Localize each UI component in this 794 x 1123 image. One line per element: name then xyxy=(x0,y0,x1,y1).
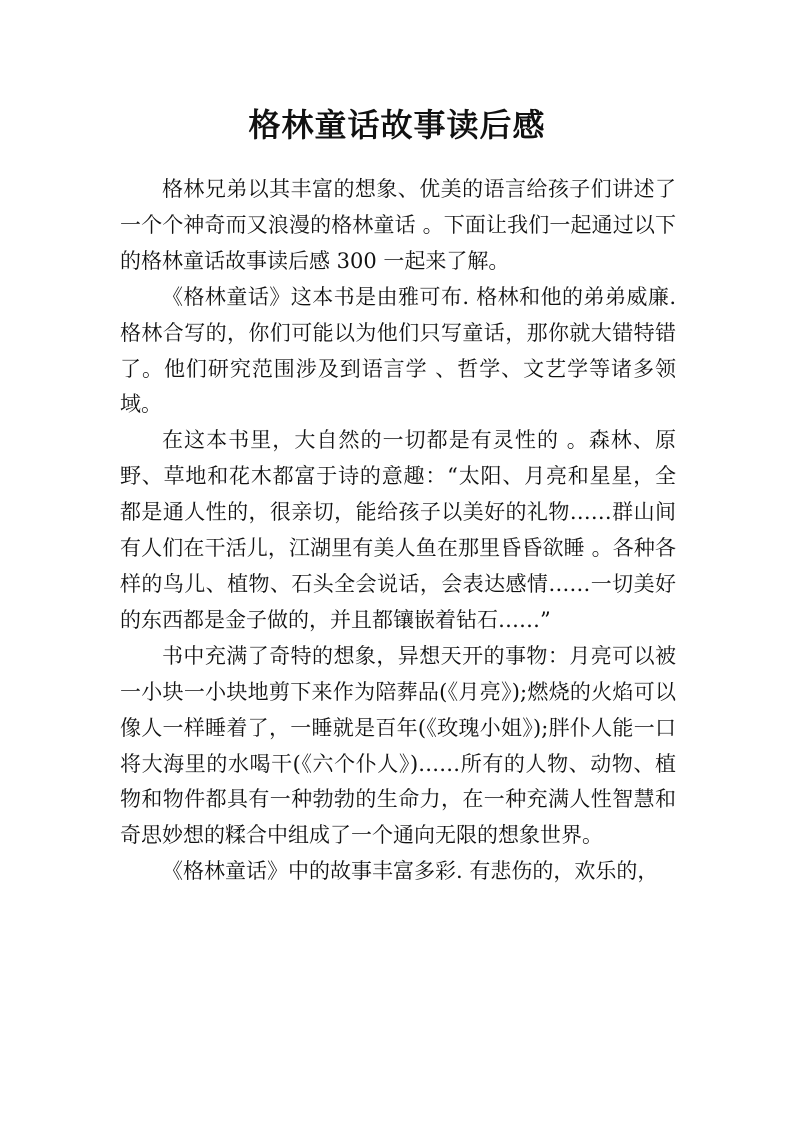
paragraph-2: 《格林童话》这本书是由雅可布. 格林和他的弟弟威廉. 格林合写的，你们可能以为他们只写童话，那你就大错特错了。他们研究范围涉及到语言学 、哲学、文艺学等诸多领域。 xyxy=(120,284,676,417)
paragraph-3: 在这本书里，大自然的一切都是有灵性的 。森林、原野、草地和花木都富于诗的意趣：“太阳、月亮和星星，全都是通人性的，很亲切，能给孩子以美好的礼物……群山间有人们在干活儿，江湖里有美人鱼在那里昏昏欲睡 。各种各样的鸟儿、植物、石头全会说话，会表达感情……一切美好的东西都是金子做的，并且都镶嵌着钻石……” xyxy=(120,428,676,632)
document-title: 格林童话故事读后感 xyxy=(248,106,546,144)
paragraph-5: 《格林童话》中的故事丰富多彩. 有悲伤的，欢乐的， xyxy=(162,859,659,884)
paragraph-4: 书中充满了奇特的想象，异想天开的事物：月亮可以被一小块一小块地剪下来作为陪葬品(《月亮》);燃烧的火焰可以像人一样睡着了，一睡就是百年(《玫瑰小姐》);胖仆人能一口将大海里的水喝干(《六个仆人》)……所有的人物、动物、植物和物件都具有一种勃勃的生命力，在一种充满人性智慧和奇思妙想的糅合中组成了一个通向无限的想象世界。 xyxy=(120,643,676,848)
document-body xyxy=(120,172,676,890)
paragraph-1: 格林兄弟以其丰富的想象、优美的语言给孩子们讲述了一个个神奇而又浪漫的格林童话 。下面让我们一起通过以下的格林童话故事读后感 300 一起来了解。 xyxy=(120,177,676,273)
